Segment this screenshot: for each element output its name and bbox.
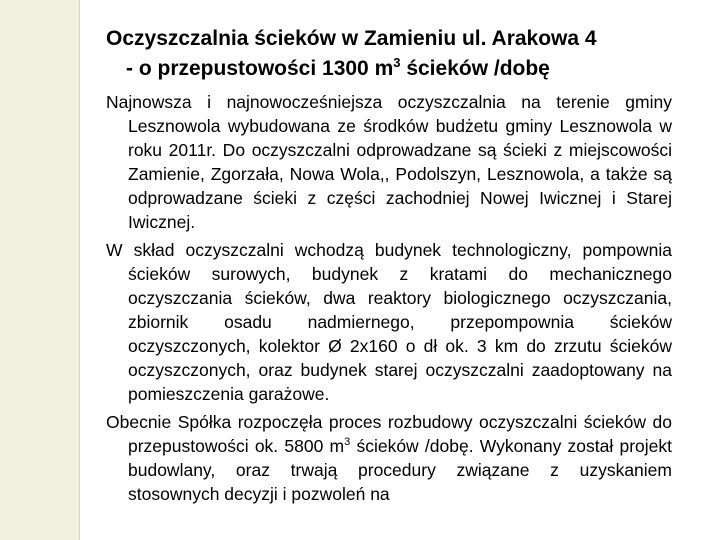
decorative-side-band: [0, 0, 79, 540]
expansion-text-end: ścieków /dobę. Wykonany został projekt budowlany, oraz trwają procedury związane z uzyskaniem stosownych decyzji i pozwoleń na: [128, 436, 672, 504]
title-superscript: 3: [393, 55, 401, 70]
expansion-superscript: 3: [344, 436, 351, 449]
title-line-2-end: ścieków /dobę: [400, 57, 550, 80]
title-line-2: [106, 54, 672, 84]
slide-title: [106, 24, 672, 84]
title-line-2-text: - o przepustowości 1300 m: [126, 57, 394, 80]
expansion-text: Obecnie Spółka rozpoczęła proces rozbudowy oczyszczalni ścieków do przepustowości ok. 5800 m: [106, 412, 672, 456]
paragraph-expansion: [106, 410, 672, 506]
paragraph-intro: Najnowsza i najnowocześniejsza oczyszczalnia na terenie gminy Lesznowola wybudowana ze środków budżetu gminy Lesznowola w roku 2011r. Do oczyszczalni odprowadzane są ścieki z miejscowości Zamienie, Zgorzała, Nowa Wola,, Podolszyn, Lesznowola, a także są odprowadzane ścieki z części zachodniej Nowej Iwicznej i Starej Iwicznej.: [106, 92, 672, 232]
title-line-1: Oczyszczalnia ścieków w Zamieniu ul. Arakowa 4: [106, 27, 597, 50]
slide-content: [106, 24, 672, 510]
side-band-edge: [79, 0, 80, 540]
paragraph-facilities: W skład oczyszczalni wchodzą budynek technologiczny, pompownia ścieków surowych, budynek z kratami do mechanicznego oczyszczania ścieków, dwa reaktory biologicznego oczyszczania, zbiornik osadu nadmiernego, przepompownia ścieków oczyszczonych, kolektor Ø 2x160 o dł ok. 3 km do zrzutu ścieków oczyszczonych, oraz budynek starej oczyszczalni zaadoptowany na pomieszczenia garażowe.: [106, 240, 672, 404]
